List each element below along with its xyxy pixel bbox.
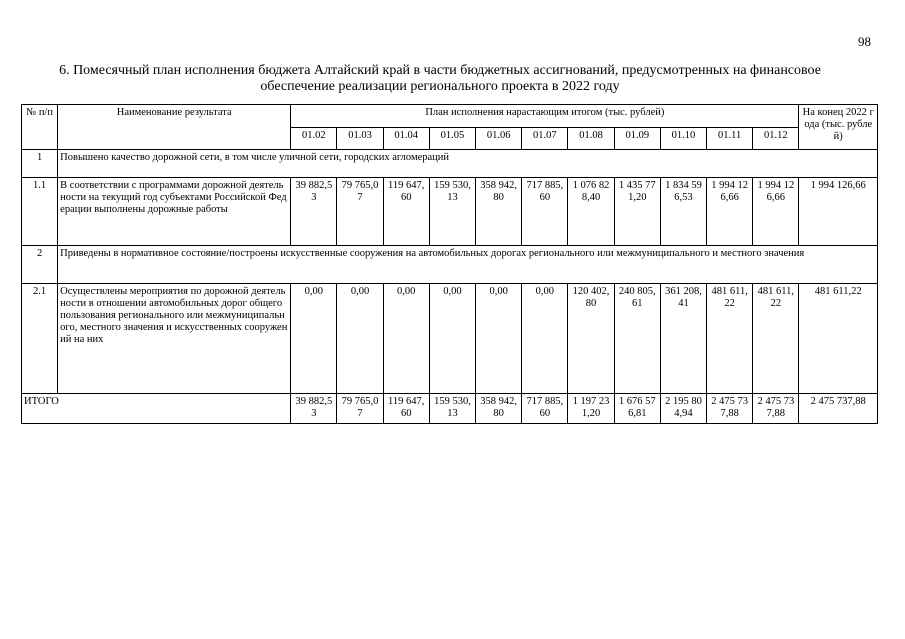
header-month: 01.11	[707, 128, 753, 150]
total-value-cell: 2 475 737,88	[707, 394, 753, 424]
header-month: 01.02	[291, 128, 337, 150]
value-cell: 240 805,61	[614, 284, 660, 394]
value-cell: 0,00	[522, 284, 568, 394]
total-value-cell: 2 475 737,88	[753, 394, 799, 424]
header-month: 01.04	[383, 128, 429, 150]
value-cell: 0,00	[337, 284, 383, 394]
value-cell: 1 994 126,66	[707, 178, 753, 246]
section-row	[22, 246, 878, 284]
row-total: 1 994 126,66	[799, 178, 878, 246]
total-value-cell: 1 676 576,81	[614, 394, 660, 424]
table-row	[22, 178, 878, 246]
value-cell: 0,00	[383, 284, 429, 394]
header-month: 01.03	[337, 128, 383, 150]
total-value-cell: 1 197 231,20	[568, 394, 614, 424]
title-line-2: обеспечение реализации регионального проекта в 2022 году	[260, 79, 620, 94]
value-cell: 1 076 828,40	[568, 178, 614, 246]
title-line-1: 6. Помесячный план исполнения бюджета Алтайский край в части бюджетных ассигнований, предусмотренных на финансовое	[59, 63, 821, 78]
total-label: ИТОГО	[22, 394, 291, 424]
value-cell: 0,00	[291, 284, 337, 394]
header-month: 01.06	[476, 128, 522, 150]
header-month: 01.05	[429, 128, 475, 150]
row-total: 481 611,22	[799, 284, 878, 394]
value-cell: 481 611,22	[753, 284, 799, 394]
total-value-cell: 79 765,07	[337, 394, 383, 424]
total-value-cell: 717 885,60	[522, 394, 568, 424]
row-num: 2.1	[22, 284, 58, 394]
header-month: 01.07	[522, 128, 568, 150]
value-cell: 79 765,07	[337, 178, 383, 246]
budget-plan-table	[21, 104, 878, 424]
value-cell: 717 885,60	[522, 178, 568, 246]
value-cell: 481 611,22	[707, 284, 753, 394]
value-cell: 0,00	[429, 284, 475, 394]
row-name: Осуществлены мероприятия по дорожной деятельности в отношении автомобильных дорог общего пользования регионального или межмуниципального, местного значения и искусственных сооружений на них	[58, 284, 291, 394]
section-row	[22, 150, 878, 178]
document-title	[0, 63, 880, 95]
table-row	[22, 284, 878, 394]
header-month: 01.09	[614, 128, 660, 150]
value-cell: 119 647,60	[383, 178, 429, 246]
value-cell: 120 402,80	[568, 284, 614, 394]
row-num: 1.1	[22, 178, 58, 246]
header-month: 01.12	[753, 128, 799, 150]
total-row	[22, 394, 878, 424]
total-value-cell: 358 942,80	[476, 394, 522, 424]
total-value-cell: 2 195 804,94	[660, 394, 706, 424]
header-name: Наименование результата	[58, 105, 291, 150]
value-cell: 358 942,80	[476, 178, 522, 246]
grand-total: 2 475 737,88	[799, 394, 878, 424]
total-value-cell: 119 647,60	[383, 394, 429, 424]
value-cell: 39 882,53	[291, 178, 337, 246]
value-cell: 1 834 596,53	[660, 178, 706, 246]
header-month: 01.08	[568, 128, 614, 150]
header-end-of-year: На конец 2022 года (тыс. рублей)	[799, 105, 878, 150]
section-num: 2	[22, 246, 58, 284]
header-month: 01.10	[660, 128, 706, 150]
value-cell: 361 208,41	[660, 284, 706, 394]
value-cell: 159 530,13	[429, 178, 475, 246]
value-cell: 1 435 771,20	[614, 178, 660, 246]
page-number: 98	[858, 34, 871, 49]
total-value-cell: 39 882,53	[291, 394, 337, 424]
section-title: Приведены в нормативное состояние/построены искусственные сооружения на автомобильных дорогах регионального или межмуниципального и местного значения	[58, 246, 878, 284]
row-name: В соответствии с программами дорожной деятельности на текущий год субъектами Российской Федерации выполнены дорожные работы	[58, 178, 291, 246]
section-title: Повышено качество дорожной сети, в том числе уличной сети, городских агломераций	[58, 150, 878, 178]
section-num: 1	[22, 150, 58, 178]
total-value-cell: 159 530,13	[429, 394, 475, 424]
value-cell: 0,00	[476, 284, 522, 394]
value-cell: 1 994 126,66	[753, 178, 799, 246]
header-plan-group: План исполнения нарастающим итогом (тыс. рублей)	[291, 105, 799, 128]
header-num: № п/п	[22, 105, 58, 150]
